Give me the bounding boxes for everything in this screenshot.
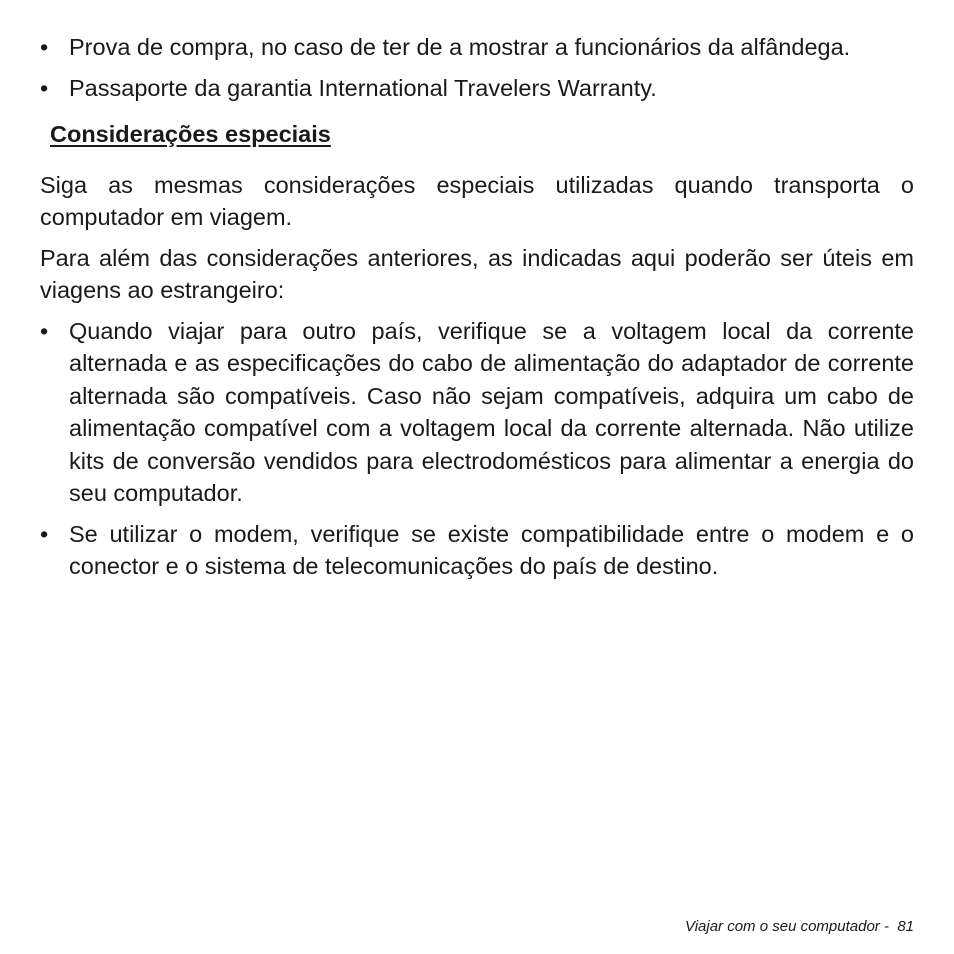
- list-item-text: Passaporte da garantia International Travelers Warranty.: [69, 74, 657, 101]
- list-item-text: Se utilizar o modem, verifique se existe compatibilidade entre o modem e o conector e o sistema de telecomunicações do país de destino.: [69, 520, 914, 579]
- bullet-icon: •: [40, 34, 49, 60]
- page-content: [40, 31, 914, 591]
- bullet-icon: •: [40, 520, 49, 547]
- list-item-text: Quando viajar para outro país, verifique se a voltagem local da corrente alternada e as especificações do cabo de alimentação do adaptador de corrente alternada são compatíveis. Caso não sejam compatíveis, adquira um cabo de alimentação compatível com a voltagem local da corrente alternada. Não utilize kits de conversão vendidos para electrodomésticos para alimentar a energia do seu computador.: [69, 317, 914, 506]
- page-number: 81: [897, 918, 914, 935]
- bullet-icon: •: [40, 74, 49, 101]
- paragraph: Para além das considerações anteriores, as indicadas aqui poderão ser úteis em viagens ao estrangeiro:: [40, 244, 914, 303]
- footer-section-title: Viajar com o seu computador -: [684, 918, 889, 935]
- page-footer: [685, 917, 914, 937]
- section-heading: Considerações especiais: [50, 121, 331, 147]
- paragraph: Siga as mesmas considerações especiais utilizadas quando transporta o computador em viagem.: [40, 171, 914, 230]
- list-item: [40, 31, 914, 64]
- bullet-icon: •: [40, 317, 49, 344]
- list-item: [40, 315, 914, 510]
- list-item: [40, 518, 914, 583]
- list-item: [40, 72, 914, 105]
- bottom-bullet-list: [40, 315, 914, 583]
- top-bullet-list: [40, 31, 914, 104]
- list-item-text: Prova de compra, no caso de ter de a mostrar a funcionários da alfândega.: [69, 34, 851, 60]
